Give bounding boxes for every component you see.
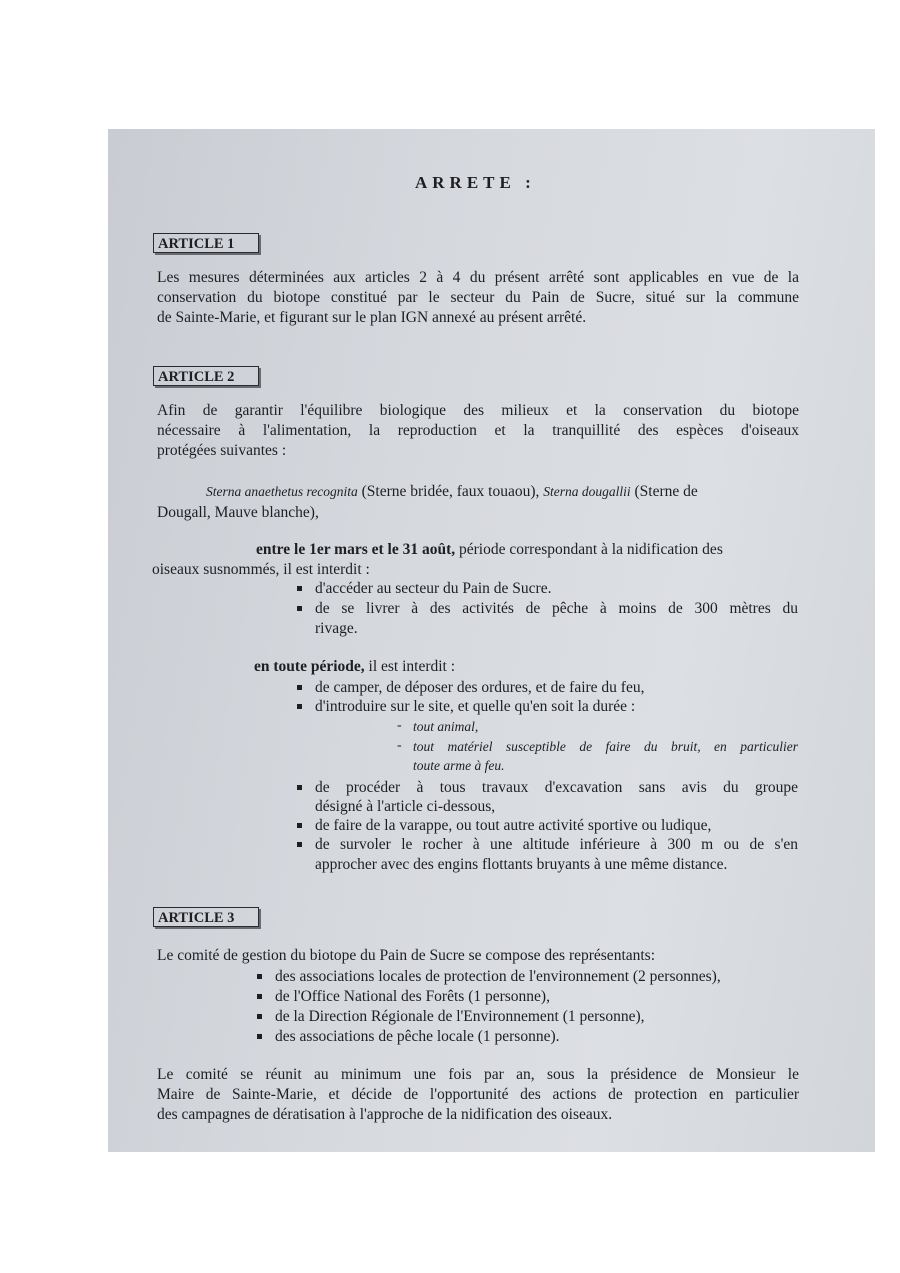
bullet-icon bbox=[297, 785, 302, 790]
species-line-2: Dougall, Mauve blanche), bbox=[157, 504, 319, 521]
period-2-subitem-cont: toute arme à feu. bbox=[413, 758, 505, 773]
period-1-line-2: oiseaux susnommés, il est interdit : bbox=[152, 561, 370, 578]
bullet-icon bbox=[257, 994, 262, 999]
species-line bbox=[206, 482, 698, 502]
dash-icon: - bbox=[397, 738, 402, 753]
species-text-2: (Sterne de bbox=[630, 483, 698, 500]
bullet-icon bbox=[297, 823, 302, 828]
committee-member: de la Direction Régionale de l'Environnement (1 personne), bbox=[275, 1008, 645, 1025]
period-2-rest: il est interdit : bbox=[364, 658, 456, 675]
species-text-1: (Sterne bridée, faux touaou), bbox=[357, 483, 544, 500]
period-2-line bbox=[254, 657, 455, 677]
period-2-bold: en toute période, bbox=[254, 658, 365, 675]
species-name-1: Sterna anaethetus recognita bbox=[206, 484, 358, 499]
document-page bbox=[108, 129, 875, 1152]
period-2-subitem: tout matériel susceptible de faire du bruit, en particulier bbox=[413, 739, 798, 754]
period-1-item: de se livrer à des activités de pêche à moins de 300 mètres du bbox=[315, 600, 798, 617]
article-3-closing-line: des campagnes de dératisation à l'approche de la nidification des oiseaux. bbox=[157, 1106, 613, 1123]
period-2-item-cont: approcher avec des engins flottants bruyants à une même distance. bbox=[315, 856, 728, 873]
article-1-line: de Sainte-Marie, et figurant sur le plan IGN annexé au présent arrêté. bbox=[157, 309, 587, 326]
committee-member: de l'Office National des Forêts (1 personne), bbox=[275, 988, 550, 1005]
period-2-item: de procéder à tous travaux d'excavation sans avis du groupe bbox=[315, 779, 798, 796]
species-name-2: Sterna dougallii bbox=[543, 484, 631, 499]
period-1-item: d'accéder au secteur du Pain de Sucre. bbox=[315, 580, 552, 597]
article-1-line: conservation du biotope constitué par le secteur du Pain de Sucre, situé sur la commune bbox=[157, 289, 799, 306]
article-3-intro: Le comité de gestion du biotope du Pain de Sucre se compose des représentants: bbox=[157, 947, 656, 964]
article-2-intro-line: nécessaire à l'alimentation, la reproduction et la tranquillité des espèces d'oiseaux bbox=[157, 422, 799, 439]
period-1-bold: entre le 1er mars et le 31 août, bbox=[256, 541, 456, 558]
bullet-icon bbox=[257, 1014, 262, 1019]
bullet-icon bbox=[257, 1034, 262, 1039]
document-title: ARRETE : bbox=[415, 173, 536, 192]
bullet-icon bbox=[297, 586, 302, 591]
period-1-line bbox=[256, 540, 723, 560]
bullet-icon bbox=[297, 842, 302, 847]
period-2-item-cont: désigné à l'article ci-dessous, bbox=[315, 798, 496, 815]
bullet-icon bbox=[297, 704, 302, 709]
period-1-rest: période correspondant à la nidification des bbox=[455, 541, 723, 558]
bullet-icon bbox=[297, 685, 302, 690]
period-2-subitem: tout animal, bbox=[413, 719, 479, 734]
committee-member: des associations de pêche locale (1 personne). bbox=[275, 1028, 560, 1045]
period-1-item-cont: rivage. bbox=[315, 620, 358, 637]
bullet-icon bbox=[297, 606, 302, 611]
period-2-item: d'introduire sur le site, et quelle qu'en soit la durée : bbox=[315, 698, 636, 715]
dash-icon: - bbox=[397, 718, 402, 733]
article-2-intro-line: Afin de garantir l'équilibre biologique des milieux et la conservation du biotope bbox=[157, 402, 799, 419]
article-2-intro-line: protégées suivantes : bbox=[157, 442, 287, 459]
bullet-icon bbox=[257, 974, 262, 979]
committee-member: des associations locales de protection de l'environnement (2 personnes), bbox=[275, 968, 721, 985]
article-3-closing-line: Maire de Sainte-Marie, et décide de l'opportunité des actions de protection en particulier bbox=[157, 1086, 799, 1103]
article-3-heading: ARTICLE 3 bbox=[153, 907, 259, 927]
period-2-item: de faire de la varappe, ou tout autre activité sportive ou ludique, bbox=[315, 817, 712, 834]
article-3-closing-line: Le comité se réunit au minimum une fois par an, sous la présidence de Monsieur le bbox=[157, 1066, 799, 1083]
article-1-heading: ARTICLE 1 bbox=[153, 233, 259, 253]
article-1-line: Les mesures déterminées aux articles 2 à 4 du présent arrêté sont applicables en vue de la bbox=[157, 269, 799, 286]
article-2-heading: ARTICLE 2 bbox=[153, 366, 259, 386]
period-2-item: de survoler le rocher à une altitude inférieure à 300 m ou de s'en bbox=[315, 836, 798, 853]
period-2-item: de camper, de déposer des ordures, et de faire du feu, bbox=[315, 679, 645, 696]
